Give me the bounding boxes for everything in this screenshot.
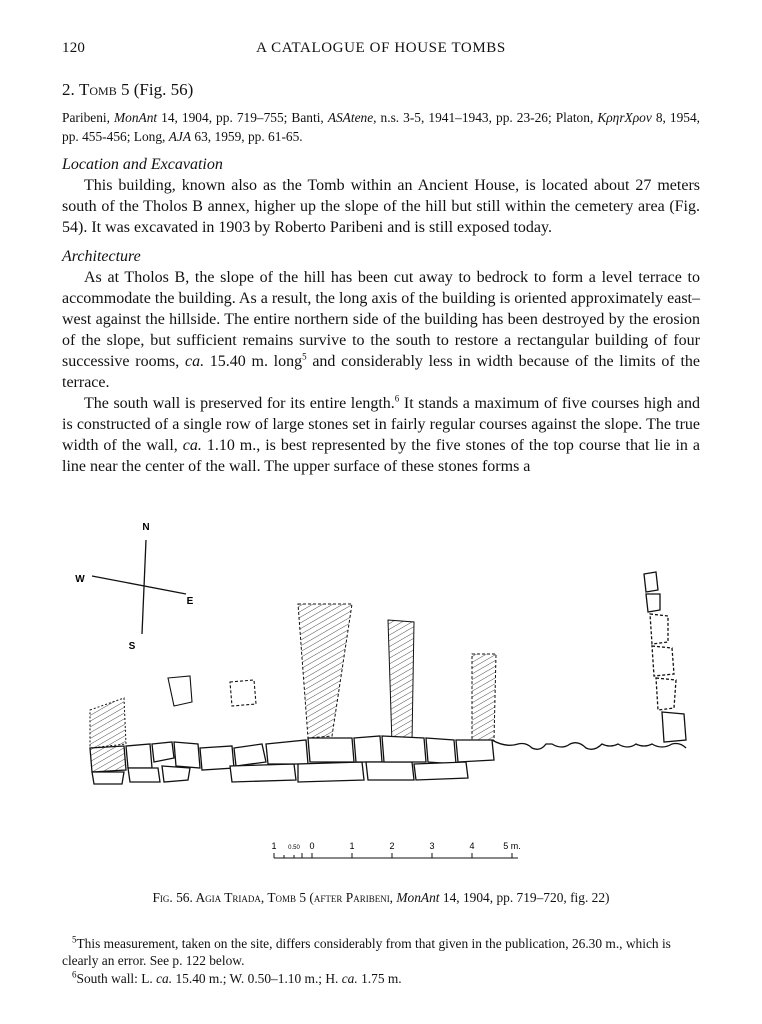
wall-stone: [650, 614, 668, 644]
caption-journal: MonAnt: [396, 890, 440, 905]
footnote-6: [62, 970, 700, 987]
caption-text: Fig. 56. Agia Triada, Tomb 5 (after Paribeni,: [152, 890, 397, 905]
footnote-mark: 6: [72, 969, 77, 980]
isolated-stones: [168, 676, 256, 706]
wall-stone: [162, 766, 190, 782]
wall-stone: [308, 738, 354, 762]
para-ca: ca.: [182, 437, 202, 454]
footnotes: [62, 935, 700, 988]
wall-stone: [646, 594, 660, 612]
scale-label: 1: [271, 841, 277, 851]
biblio-journal: ΚρηrΧρον: [597, 110, 652, 125]
para-ca: ca.: [184, 353, 205, 370]
stone-fragment: [168, 676, 192, 706]
wall-stone: [382, 736, 426, 762]
section-fig-ref: (Fig. 56): [133, 80, 194, 99]
heading-location: Location and Excavation: [62, 156, 223, 173]
para-text: and considerably less in width because of the limits of the terrace.: [62, 353, 701, 391]
south-wall: [90, 736, 494, 784]
section-title: [62, 80, 700, 104]
wall-stone: [298, 762, 364, 782]
footnote-text: 1.75 m.: [357, 971, 402, 986]
bibliography: [62, 108, 700, 146]
wall-stone: [230, 764, 296, 782]
wall-stone: [662, 712, 686, 742]
wall-stone: [656, 678, 676, 710]
wall-stone: [366, 762, 414, 780]
footnote-text: 15.40 m.; W. 0.50–1.10 m.; H.: [172, 971, 342, 986]
scale-label: 4: [469, 841, 475, 851]
south-wall-east-outline: [492, 572, 686, 749]
footnote-ca: ca.: [341, 971, 358, 986]
cross-wall-middle: [388, 620, 414, 744]
caption-text: 14, 1904, pp. 719–720, fig. 22): [439, 890, 610, 905]
compass-w-label: W: [75, 574, 85, 585]
hatched-cross-walls: [90, 604, 496, 748]
wall-stone: [234, 744, 266, 766]
scale-label: 1: [349, 841, 355, 851]
wall-stone: [128, 768, 160, 782]
compass-s-label: S: [128, 641, 136, 652]
para-text: 1.10 m., is best represented by the five stones of the top course that lie in a line near the center of the wall. The upper surface of these stones forms a: [62, 437, 700, 475]
footnote-text: South wall: L.: [76, 971, 157, 986]
paragraph-architecture-1: [62, 267, 700, 393]
wall-stone: [414, 762, 468, 780]
scale-label: 5 m.: [503, 841, 521, 851]
biblio-journal: ASAtene: [327, 110, 374, 125]
wall-stone: [200, 746, 234, 770]
page-number: 120: [62, 40, 86, 56]
page-body: [62, 40, 700, 477]
biblio-text: , n.s. 3-5, 1941–1943, pp. 23-26; Platon,: [373, 110, 598, 125]
figure-56-plan: [62, 512, 700, 892]
footnote-ref-5[interactable]: 5: [302, 351, 307, 362]
tomb-plan-drawing: [62, 512, 700, 892]
paragraph-architecture-2: [62, 393, 700, 477]
cross-wall-east: [472, 654, 496, 742]
biblio-journal: MonAnt: [114, 110, 158, 125]
figure-caption: [62, 890, 700, 906]
wall-stone: [92, 772, 124, 784]
wall-stone: [652, 646, 674, 676]
compass-n-label: N: [142, 522, 150, 533]
compass-ew-line: [92, 576, 186, 594]
cross-wall-central: [298, 604, 352, 738]
paragraph-location: This building, known also as the Tomb within an Ancient House, is located about 27 meters south of the Tholos B annex, higher up the slope of the hill but still within the cemetery area (Fig. 54). It was excavated in 1903 by Roberto Paribeni and is still exposed today.: [62, 177, 700, 236]
footnote-ca: ca.: [156, 971, 173, 986]
biblio-text: 63, 1959, pp. 61-65.: [191, 129, 303, 144]
heading-architecture: Architecture: [62, 248, 141, 265]
para-text: It stands a maximum of five courses high and is constructed of a single row of large stones set in fairly regular courses against the slope. The true width of the wall,: [62, 395, 700, 454]
para-text: As at Tholos B, the slope of the hill has been cut away to bedrock to form a level terrace to accommodate the building. As a result, the long axis of the building is oriented approximately east–west against the hillside. The entire northern side of the building has been destroyed by the erosion of the slope, but sufficient remains survive to the south to restore a rectangular building of four successive rooms,: [62, 269, 700, 370]
compass-ns-line: [142, 540, 146, 634]
biblio-journal: AJA: [168, 129, 192, 144]
wall-outline-east: [492, 740, 686, 749]
para-text: The south wall is preserved for its entire length.: [84, 395, 395, 412]
running-title: A CATALOGUE OF HOUSE TOMBS: [256, 40, 506, 56]
biblio-text: Paribeni,: [62, 110, 114, 125]
wall-stone: [90, 746, 126, 772]
wall-stone: [152, 742, 174, 762]
scale-label: 0.50: [288, 845, 300, 851]
scale-label: 2: [389, 841, 395, 851]
footnote-5: [62, 935, 700, 969]
compass-e-label: E: [186, 596, 194, 607]
wall-stone: [266, 740, 308, 764]
wall-stone: [644, 572, 658, 592]
running-header: [62, 40, 700, 62]
scale-bar-labels: [271, 841, 520, 851]
para-text: 15.40 m. long: [204, 353, 303, 370]
wall-stone: [426, 738, 456, 764]
biblio-text: 14, 1904, pp. 719–755; Banti,: [157, 110, 328, 125]
cross-wall-west: [90, 698, 126, 748]
scale-bar: [274, 853, 518, 858]
compass-rose: [92, 540, 186, 634]
section-name: Tomb 5: [79, 80, 130, 99]
section-number: 2.: [62, 80, 75, 99]
footnote-ref-6[interactable]: 6: [394, 393, 400, 404]
biblio-text: 8, 1954, pp. 455-456; Long,: [62, 110, 701, 144]
wall-stone: [354, 736, 382, 762]
footnote-mark: 5: [72, 934, 77, 945]
wall-stone: [126, 744, 152, 768]
stone-fragment: [230, 680, 256, 706]
wall-stone: [456, 740, 494, 762]
footnote-text: This measurement, taken on the site, differs considerably from that given in the publication, 26.30 m., which is clearly an error. See p. 122 below.: [62, 936, 671, 968]
wall-stone: [174, 742, 200, 768]
scale-label: 0: [309, 841, 315, 851]
scale-label: 3: [429, 841, 435, 851]
